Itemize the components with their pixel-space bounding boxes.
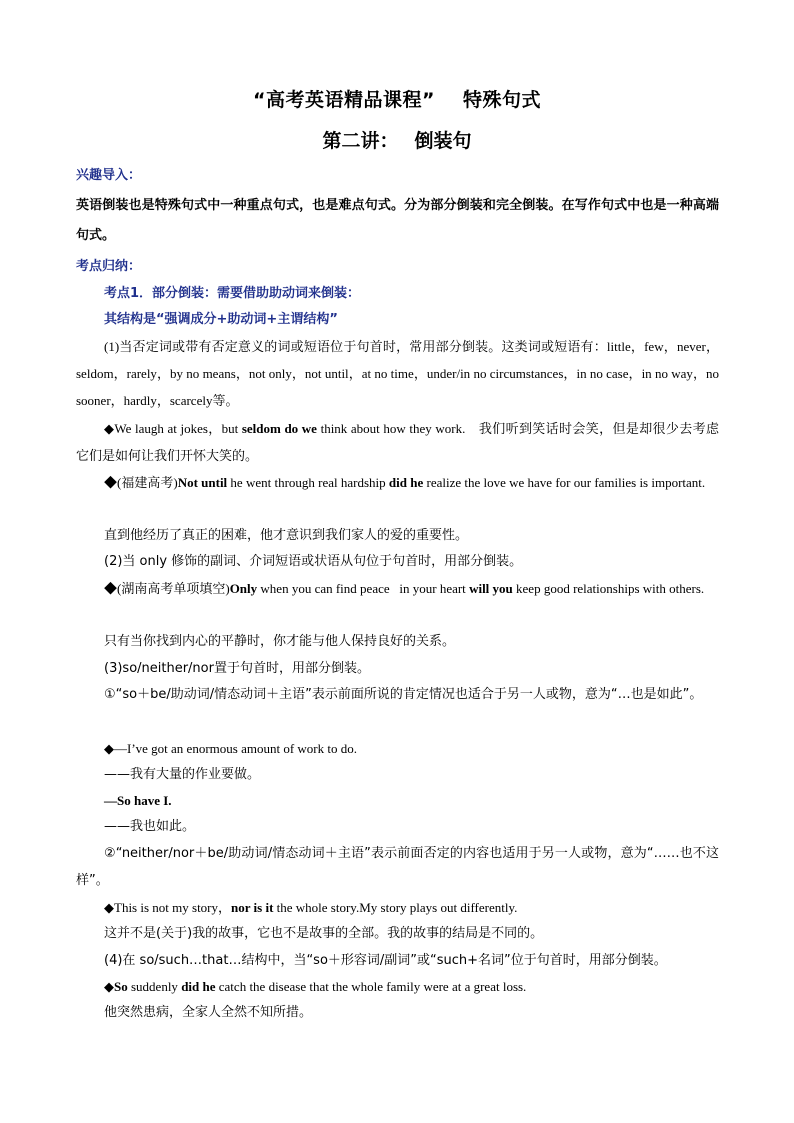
point-title: 考点1．部分倒装：需要借助助动词来倒装： [104,286,361,301]
example-1: ◆We laugh at jokes，but seldom do we think about how they work. 我们听到笑话时会笑，但是却很少去考虑它们是如何让我们开怀大笑的。 [76,421,719,464]
example-6: ◆So suddenly did he catch the disease that the whole family were at a great loss. [104,979,527,994]
structure-line: 其结构是“强调成分+助动词+主谓结构” [104,312,338,327]
lecture-title [0,126,794,153]
rule-3: (3)so/neither/nor置于句首时，用部分倒装。 [104,661,370,676]
example-3: ◆(湖南高考单项填空)Only when you can find peace in your heart will you keep good relationships with others. [104,581,705,596]
example-5-translation: 这并不是(关于)我的故事，它也不是故事的全部。我的故事的结局是不同的。 [104,926,544,941]
intro-paragraph: 英语倒装也是特殊句式中一种重点句式，也是难点句式。分为部分倒装和完全倒装。在写作句式中也是一种高端句式。 [76,198,719,243]
lecture-number: 第二讲： [322,130,399,152]
example-4-line-1: ◆—I’ve got an enormous amount of work to do. [104,741,357,756]
rule-1: (1)当否定词或带有否定意义的词或短语位于句首时，常用部分倒装。这类词或短语有：little，few，never，seldom，rarely，by no means，not only，not until，at no time，under/in no circumstances，in no case，in no way，no sooner，hardly，scarcely等。 [76,339,719,408]
rule-3b: ②“neither/nor＋be/助动词/情态动词＋主语”表示前面否定的内容也适用于另一人或物，意为“……也不这样”。 [76,846,719,888]
example-4-line-1-translation: ——我有大量的作业要做。 [104,767,261,782]
lecture-name: 倒装句 [414,130,472,152]
rule-3a: ①“so＋be/助动词/情态动词＋主语”表示前面所说的肯定情况也适合于另一人或物，意为“…也是如此”。 [104,687,703,702]
document-title [0,85,794,112]
intro-heading: 兴趣导入： [76,168,142,183]
example-5: ◆This is not my story，nor is it the whole story.My story plays out differently. [104,900,518,915]
course-name: “高考英语精品课程” [253,89,435,111]
example-4-line-2: —So have I. [104,793,172,808]
example-6-translation: 他突然患病，全家人全然不知所措。 [104,1005,313,1020]
example-4-line-2-translation: ——我也如此。 [104,819,196,834]
summary-heading: 考点归纳： [76,259,142,274]
topic-name: 特殊句式 [462,89,541,111]
example-2: ◆(福建高考)Not until he went through real hardship did he realize the love we have for our families is important. [104,475,706,490]
example-3-translation: 只有当你找到内心的平静时，你才能与他人保持良好的关系。 [104,634,456,649]
rule-4: (4)在 so/such…that…结构中，当“so＋形容词/副词”或“such+名词”位于句首时，用部分倒装。 [104,953,667,968]
example-2-translation: 直到他经历了真正的困难，他才意识到我们家人的爱的重要性。 [104,528,469,543]
rule-2: (2)当 only 修饰的副词、介词短语或状语从句位于句首时，用部分倒装。 [104,554,523,569]
